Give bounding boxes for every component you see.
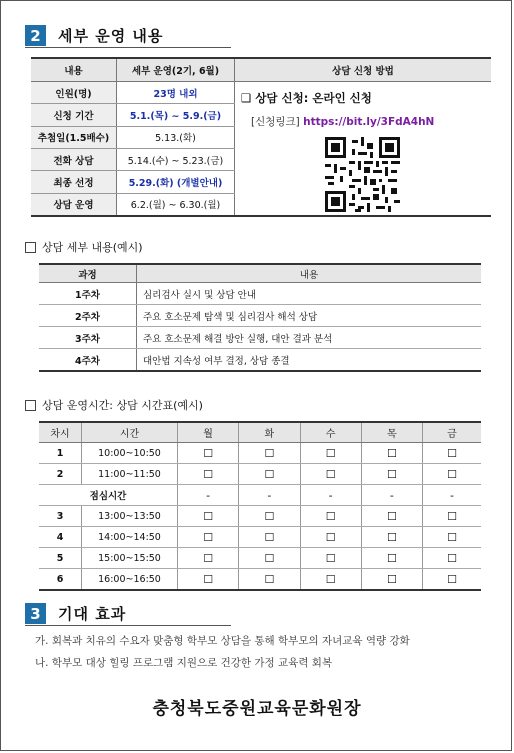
slot-unavailable: -: [178, 485, 239, 506]
slot-checkbox[interactable]: ☐: [300, 569, 361, 591]
slot-checkbox[interactable]: ☐: [423, 464, 482, 485]
apply-method-cell: [235, 82, 492, 217]
session-number: 5: [39, 548, 82, 569]
slot-checkbox[interactable]: ☐: [239, 443, 300, 464]
slot-checkbox[interactable]: ☐: [361, 443, 422, 464]
slot-unavailable: -: [239, 485, 300, 506]
square-bullet-icon: [25, 242, 36, 253]
week-content: 대안법 지속성 여부 결정, 상담 종결: [143, 355, 290, 367]
slot-checkbox[interactable]: ☐: [178, 569, 239, 591]
slot-checkbox[interactable]: ☐: [423, 506, 482, 527]
details-title: 상담 세부 내용(예시): [42, 241, 143, 254]
slot-checkbox[interactable]: ☐: [423, 548, 482, 569]
slot-checkbox[interactable]: ☐: [423, 443, 482, 464]
section-3-title: 기대 효과: [58, 605, 127, 623]
row-label: 추첨일(1.5배수): [31, 126, 117, 148]
week-content: 심리검사 실시 및 상담 안내: [137, 283, 482, 305]
slot-checkbox[interactable]: ☐: [178, 548, 239, 569]
table-row: [39, 485, 481, 506]
week-content: 주요 호소문제 해결 방안 실행, 대안 결과 분석: [137, 327, 482, 349]
section-2-underline: [25, 47, 231, 48]
details-heading: [25, 239, 143, 255]
table-row: [39, 548, 481, 569]
operation-header-method: 상담 신청 방법: [235, 58, 492, 82]
issuer-name: 충청북도중원교육문화원장: [152, 699, 362, 719]
section-3-header: [25, 603, 126, 624]
row-value: 6.2.(월) ~ 6.30.(월): [117, 193, 235, 216]
slot-checkbox[interactable]: ☐: [300, 548, 361, 569]
schedule-table: [39, 421, 481, 591]
table-row: [31, 82, 491, 104]
session-number: 3: [39, 506, 82, 527]
session-time: 14:00~14:50: [82, 527, 178, 548]
operation-table: [31, 57, 491, 217]
schedule-header: 금: [423, 422, 482, 443]
week-label: 4주차: [39, 349, 137, 372]
week-content: 주요 호소문제 탐색 및 심리검사 해석 상담: [137, 305, 482, 327]
table-row: [39, 283, 481, 305]
details-header-content: 내용: [137, 264, 482, 283]
slot-checkbox[interactable]: ☐: [361, 548, 422, 569]
slot-checkbox[interactable]: ☐: [178, 464, 239, 485]
slot-checkbox[interactable]: ☐: [423, 527, 482, 548]
slot-checkbox[interactable]: ☐: [361, 506, 422, 527]
session-time: 16:00~16:50: [82, 569, 178, 591]
section-2-title: 세부 운영 내용: [58, 27, 164, 45]
week-label: 2주차: [39, 305, 137, 327]
slot-checkbox[interactable]: ☐: [447, 572, 457, 586]
row-label: 신청 기간: [31, 104, 117, 126]
table-row: [39, 305, 481, 327]
expected-effect-item: 나. 학부모 대상 힐링 프로그램 지원으로 건강한 가정 교육력 회복: [35, 657, 333, 669]
table-row: [39, 569, 481, 591]
expected-effect-item: 가. 회복과 치유의 수요자 맞춤형 학부모 상담을 통해 학부모의 자녀교육 역량 강화: [35, 635, 410, 647]
slot-checkbox[interactable]: ☐: [178, 443, 239, 464]
slot-checkbox[interactable]: ☐: [300, 443, 361, 464]
schedule-header: 시간: [82, 422, 178, 443]
section-2-header: [25, 25, 163, 46]
row-value: 23명 내외: [117, 82, 235, 104]
slot-checkbox[interactable]: ☐: [361, 527, 422, 548]
session-number: 1: [39, 443, 82, 464]
row-value: 5.1.(목) ~ 5.9.(금): [117, 104, 235, 126]
square-bullet-icon: [25, 400, 36, 411]
apply-link[interactable]: https://bit.ly/3FdA4hN: [303, 116, 435, 128]
section-3-number: 3: [25, 603, 46, 624]
apply-link-label: [신청링크]: [251, 116, 300, 128]
session-time: 11:00~11:50: [82, 464, 178, 485]
table-row: [39, 327, 481, 349]
schedule-header: 월: [178, 422, 239, 443]
lunch-label: 점심시간: [39, 485, 178, 506]
row-label: 인원(명): [31, 82, 117, 104]
details-table: [39, 263, 481, 372]
session-number: 2: [39, 464, 82, 485]
schedule-header: 수: [300, 422, 361, 443]
slot-checkbox[interactable]: ☐: [300, 464, 361, 485]
row-value: 5.14.(수) ~ 5.23.(금): [117, 148, 235, 170]
session-time: 10:00~10:50: [82, 443, 178, 464]
details-header-course: 과정: [39, 264, 137, 283]
slot-checkbox[interactable]: ☐: [300, 506, 361, 527]
schedule-body: [39, 443, 481, 591]
section-3-underline: [25, 625, 231, 626]
row-value: 5.13.(화): [117, 126, 235, 148]
table-row: [39, 506, 481, 527]
slot-unavailable: -: [423, 485, 482, 506]
operation-header-content: 내용: [31, 58, 117, 82]
row-label: 전화 상담: [31, 148, 117, 170]
week-label: 3주차: [39, 327, 137, 349]
slot-unavailable: -: [361, 485, 422, 506]
section-2-number: 2: [25, 25, 46, 46]
table-row: [39, 349, 481, 372]
slot-checkbox[interactable]: ☐: [361, 569, 422, 591]
schedule-header: 차시: [39, 422, 82, 443]
table-row: [39, 443, 481, 464]
slot-checkbox[interactable]: ☐: [239, 548, 300, 569]
row-label: 상담 운영: [31, 193, 117, 216]
row-label: 최종 선정: [31, 171, 117, 193]
table-row: [39, 464, 481, 485]
slot-checkbox[interactable]: ☐: [239, 569, 300, 591]
qr-code-icon[interactable]: [325, 137, 400, 212]
session-number: 6: [39, 569, 82, 591]
schedule-header: 목: [361, 422, 422, 443]
schedule-heading: [25, 397, 203, 413]
slot-checkbox[interactable]: ☐: [300, 527, 361, 548]
table-row: [39, 527, 481, 548]
slot-checkbox[interactable]: ☐: [239, 527, 300, 548]
slot-unavailable: -: [300, 485, 361, 506]
apply-link-row: [251, 114, 491, 129]
schedule-title: 상담 운영시간: 상담 시간표(예시): [42, 399, 203, 412]
session-time: 13:00~13:50: [82, 506, 178, 527]
schedule-header: 화: [239, 422, 300, 443]
session-time: 15:00~15:50: [82, 548, 178, 569]
slot-checkbox[interactable]: ☐: [178, 506, 239, 527]
slot-checkbox[interactable]: ☐: [178, 527, 239, 548]
slot-checkbox[interactable]: ☐: [239, 506, 300, 527]
apply-title: ❑ 상담 신청: 온라인 신청: [241, 91, 372, 105]
row-value: 5.29.(화) (개별안내): [117, 171, 235, 193]
operation-header-detail: 세부 운영(2기, 6월): [117, 58, 235, 82]
slot-checkbox[interactable]: ☐: [361, 464, 422, 485]
slot-checkbox[interactable]: ☐: [239, 464, 300, 485]
session-number: 4: [39, 527, 82, 548]
week-label: 1주차: [39, 283, 137, 305]
